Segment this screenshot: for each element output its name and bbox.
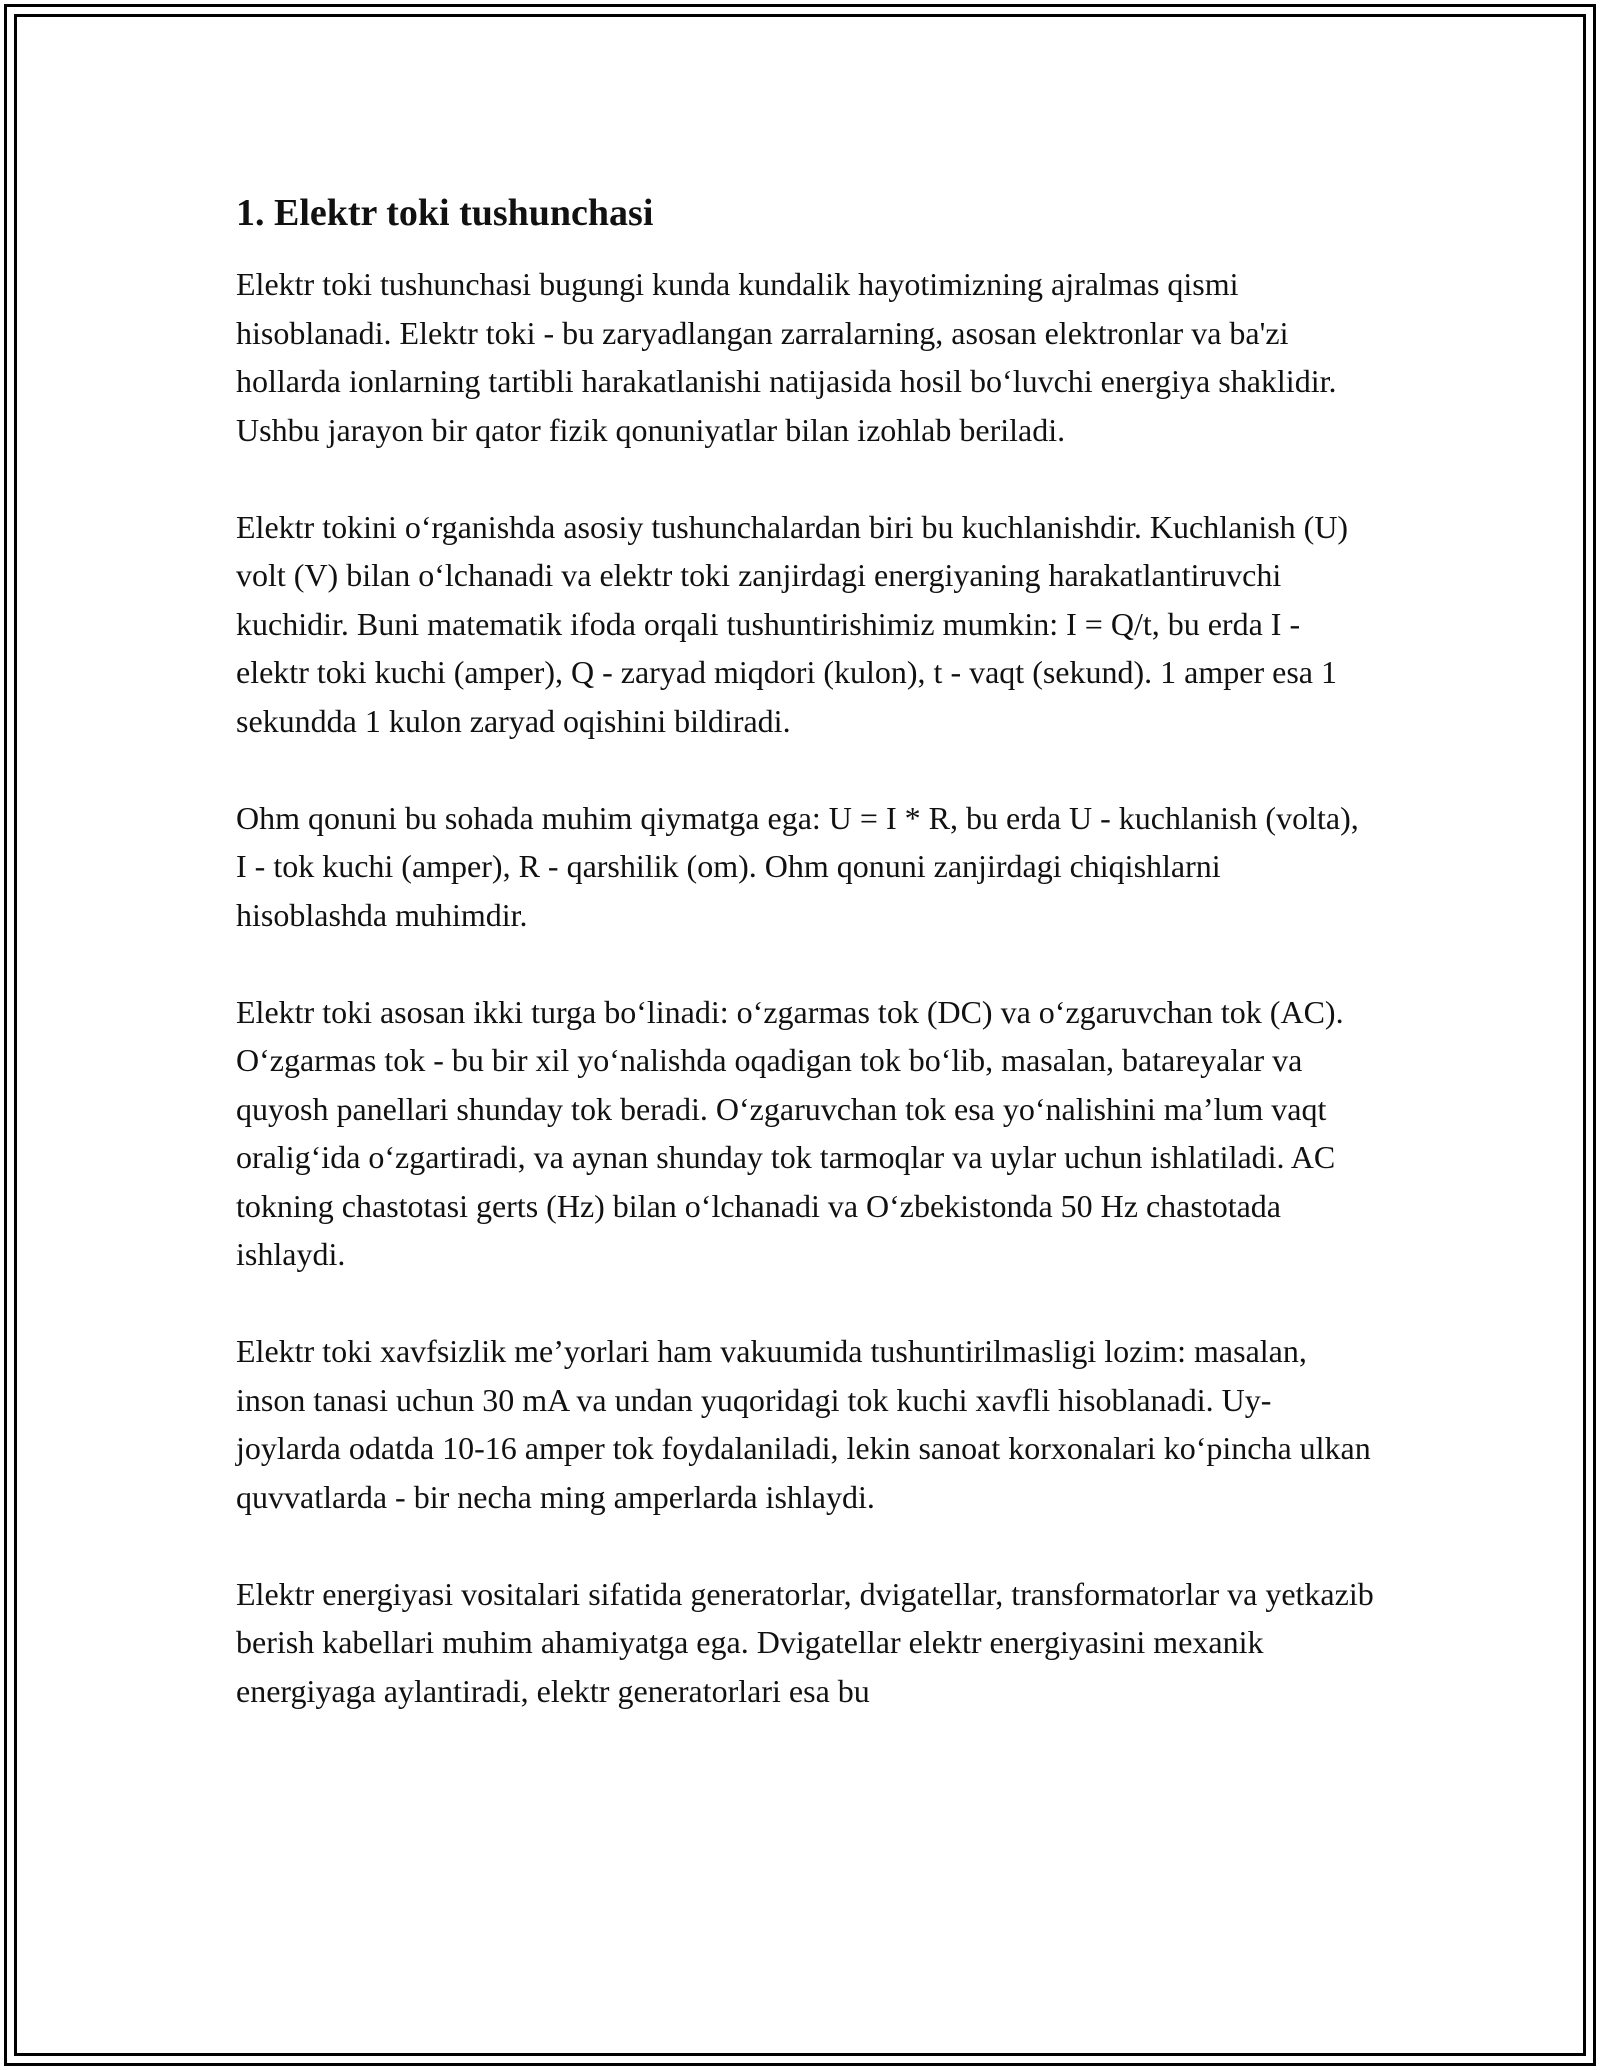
section-heading: 1. Elektr toki tushunchasi [236, 192, 654, 234]
paragraph-4: Elektr toki asosan ikki turga bo‘linadi: o‘zgarmas tok (DC) va o‘zgaruvchan tok (AC). O‘zgarmas tok - bu bir xil yo‘nalishda oqadigan tok bo‘lib, masalan, batareyalar va quyosh panellari shunday tok beradi. O‘zgaruvchan tok esa yo‘nalishini ma’lum vaqt oralig‘ida o‘zgartiradi, va aynan shunday tok tarmoqlar va uylar uchun ishlatiladi. AC tokning chastotasi gerts (Hz) bilan o‘lchanadi va O‘zbekistonda 50 Hz chastotada ishlaydi. [236, 993, 1344, 1272]
paragraph-2: Elektr tokini o‘rganishda asosiy tushunchalardan biri bu kuchlanishdir. Kuchlanish (U) volt (V) bilan o‘lchanadi va elektr toki zanjirdagi energiyaning harakatlantiruvchi kuchidir. Buni matematik ifoda orqali tushuntirishimiz mumkin: I = Q/t, bu erda I - elektr toki kuchi (amper), Q - zaryad miqdori (kulon), t - vaqt (sekund). 1 amper esa 1 sekundda 1 kulon zaryad oqishini bildiradi. [236, 508, 1349, 739]
paragraph-5: Elektr toki xavfsizlik me’yorlari ham vakuumida tushuntirilmasligi lozim: masalan, inson tanasi uchun 30 mA va undan yuqoridagi tok kuchi xavfli hisoblanadi. Uy-joylarda odatda 10-16 amper tok foydalaniladi, lekin sanoat korxonalari ko‘pincha ulkan quvvatlarda - bir necha ming amperlarda ishlaydi. [236, 1333, 1371, 1515]
paragraph-1: Elektr toki tushunchasi bugungi kunda kundalik hayotimizning ajralmas qismi hisoblanadi. Elektr toki - bu zaryadlangan zarralarning, asosan elektronlar va ba'zi hollarda ionlarning tartibli harakatlanishi natijasida hosil bo‘luvchi energiya shaklidir. Ushbu jarayon bir qator fizik qonuniyatlar bilan izohlab beriladi. [236, 266, 1337, 448]
paragraph-3: Ohm qonuni bu sohada muhim qiymatga ega: U = I * R, bu erda U - kuchlanish (volta), I - tok kuchi (amper), R - qarshilik (om). Ohm qonuni zanjirdagi chiqishlarni hisoblashda muhimdir. [236, 799, 1359, 933]
paragraph-6: Elektr energiyasi vositalari sifatida generatorlar, dvigatellar, transformatorlar va yetkazib berish kabellari muhim ahamiyatga ega. Dvigatellar elektr energiyasini mexanik energiyaga aylantiradi, elektr generatorlari esa bu [236, 1575, 1374, 1709]
document-body [236, 188, 1376, 1764]
